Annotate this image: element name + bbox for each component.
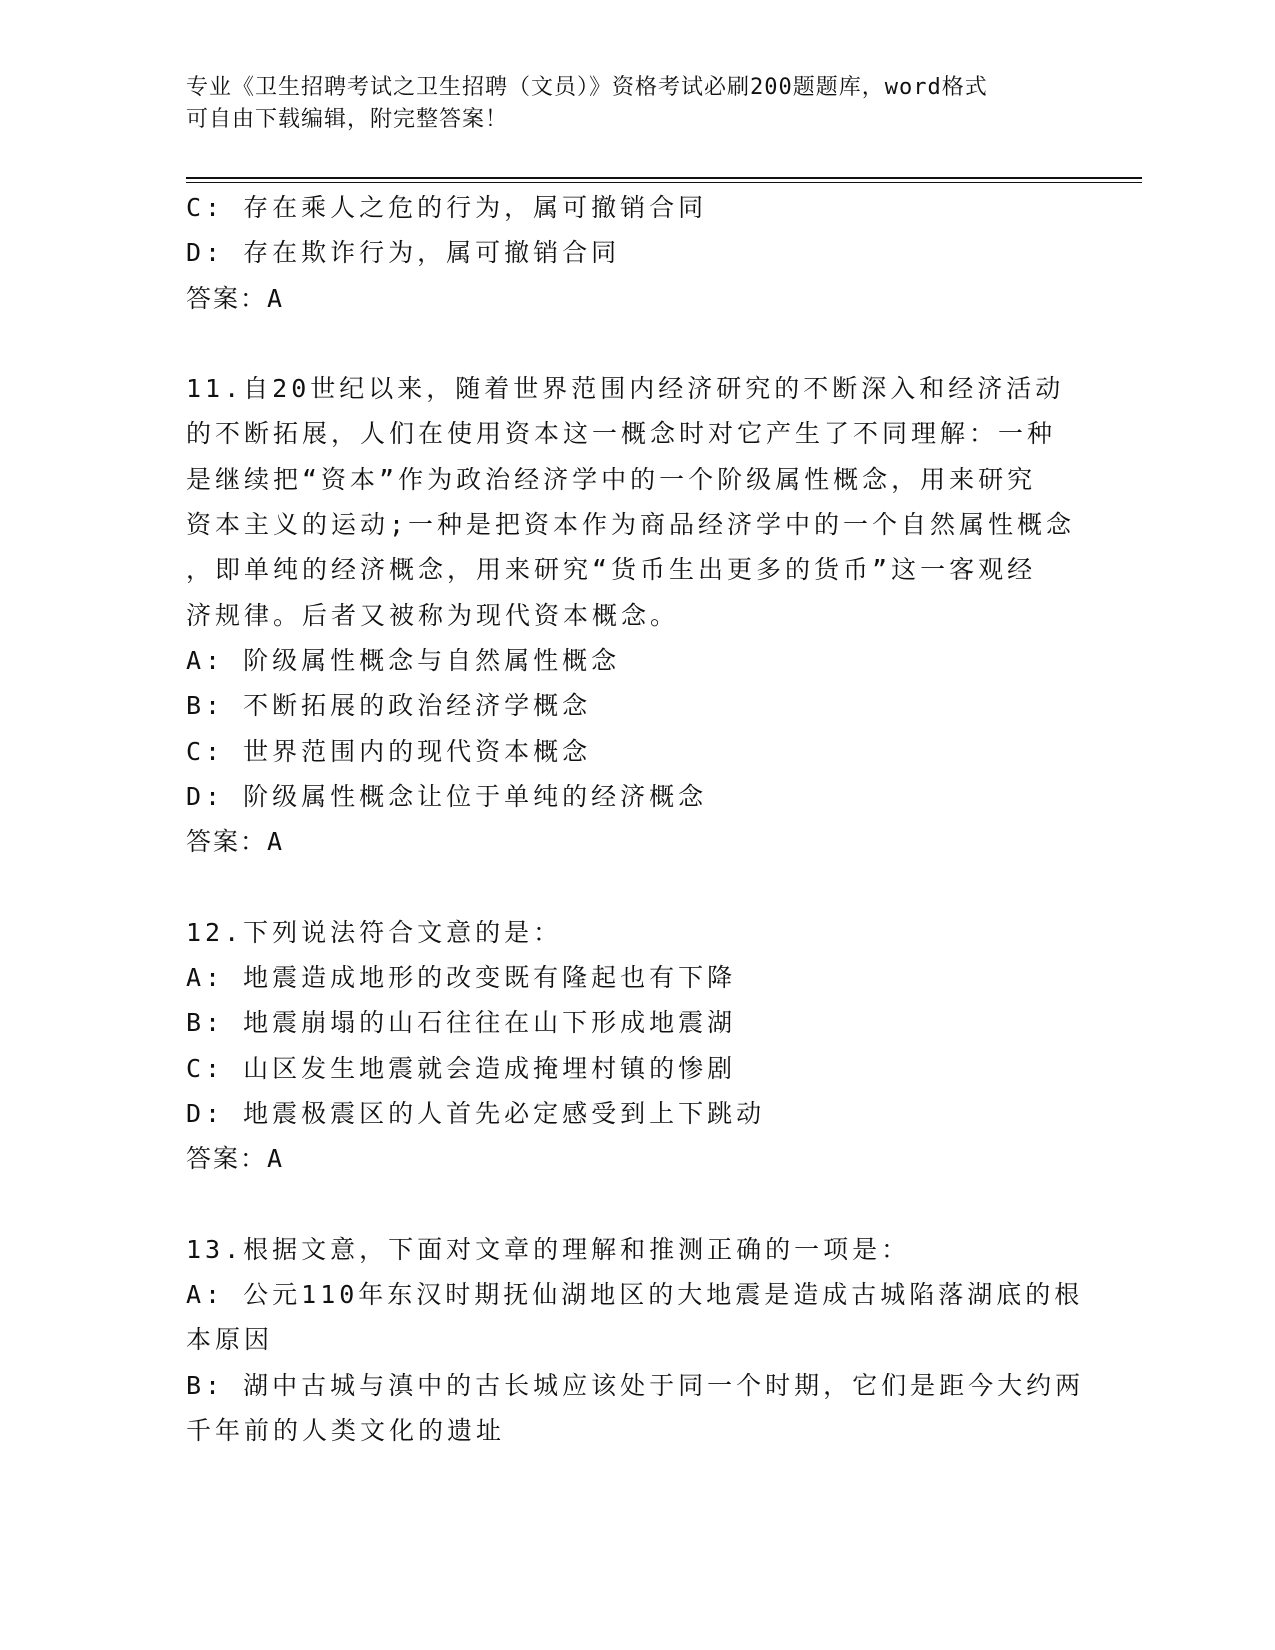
page-header [186, 72, 1066, 136]
option-d: D: 阶级属性概念让位于单纯的经济概念 [186, 781, 708, 811]
question-stem-line: 的不断拓展，人们在使用资本这一概念时对它产生了不同理解：一种 [186, 419, 1057, 449]
question-stem-line: 济规律。后者又被称为现代资本概念。 [186, 600, 680, 630]
answer-line: 答案：A [186, 1144, 285, 1174]
option-a-line: A: 公元110年东汉时期抚仙湖地区的大地震是造成古城陷落湖底的根 [186, 1280, 1084, 1310]
document-body [186, 185, 1086, 1453]
question-10-tail [186, 185, 1086, 321]
option-a-line: 本原因 [186, 1325, 274, 1355]
option-c: C: 世界范围内的现代资本概念 [186, 736, 592, 766]
option-d: D: 存在欺诈行为，属可撤销合同 [186, 238, 621, 268]
spacer [186, 321, 1086, 366]
option-b: B: 地震崩塌的山石往往在山下形成地震湖 [186, 1008, 737, 1038]
question-13 [186, 1227, 1086, 1453]
question-stem: 12.下列说法符合文意的是： [186, 917, 563, 947]
question-stem-line: 是继续把“资本”作为政治经济学中的一个阶级属性概念，用来研究 [186, 464, 1037, 494]
answer-line: 答案：A [186, 283, 285, 313]
option-b: B: 不断拓展的政治经济学概念 [186, 691, 592, 721]
answer-line: 答案：A [186, 827, 285, 857]
option-d: D: 地震极震区的人首先必定感受到上下跳动 [186, 1098, 766, 1128]
header-line-2: 可自由下载编辑，附完整答案！ [186, 107, 509, 132]
option-a: A: 地震造成地形的改变既有隆起也有下降 [186, 963, 737, 993]
question-12 [186, 910, 1086, 1182]
spacer [186, 1182, 1086, 1227]
spacer [186, 864, 1086, 909]
header-divider-thick [186, 177, 1142, 179]
option-c: C: 存在乘人之危的行为，属可撤销合同 [186, 193, 708, 222]
question-stem: 13.根据文意，下面对文章的理解和推测正确的一项是： [186, 1234, 911, 1264]
header-divider-thin [186, 182, 1142, 183]
question-stem-line: 11.自20世纪以来，随着世界范围内经济研究的不断深入和经济活动 [186, 374, 1065, 404]
header-line-1: 专业《卫生招聘考试之卫生招聘（文员）》资格考试必刷200题题库，word格式 [186, 75, 988, 100]
option-b-line: 千年前的人类文化的遗址 [186, 1416, 506, 1446]
question-stem-line: 资本主义的运动;一种是把资本作为商品经济学中的一个自然属性概念 [186, 510, 1076, 540]
option-a: A: 阶级属性概念与自然属性概念 [186, 645, 621, 675]
option-b-line: B: 湖中古城与滇中的古长城应该处于同一个时期，它们是距今大约两 [186, 1370, 1085, 1400]
question-11 [186, 366, 1086, 864]
option-c: C: 山区发生地震就会造成掩埋村镇的惨剧 [186, 1053, 737, 1083]
question-stem-line: ，即单纯的经济概念，用来研究“货币生出更多的货币”这一客观经 [186, 555, 1037, 585]
